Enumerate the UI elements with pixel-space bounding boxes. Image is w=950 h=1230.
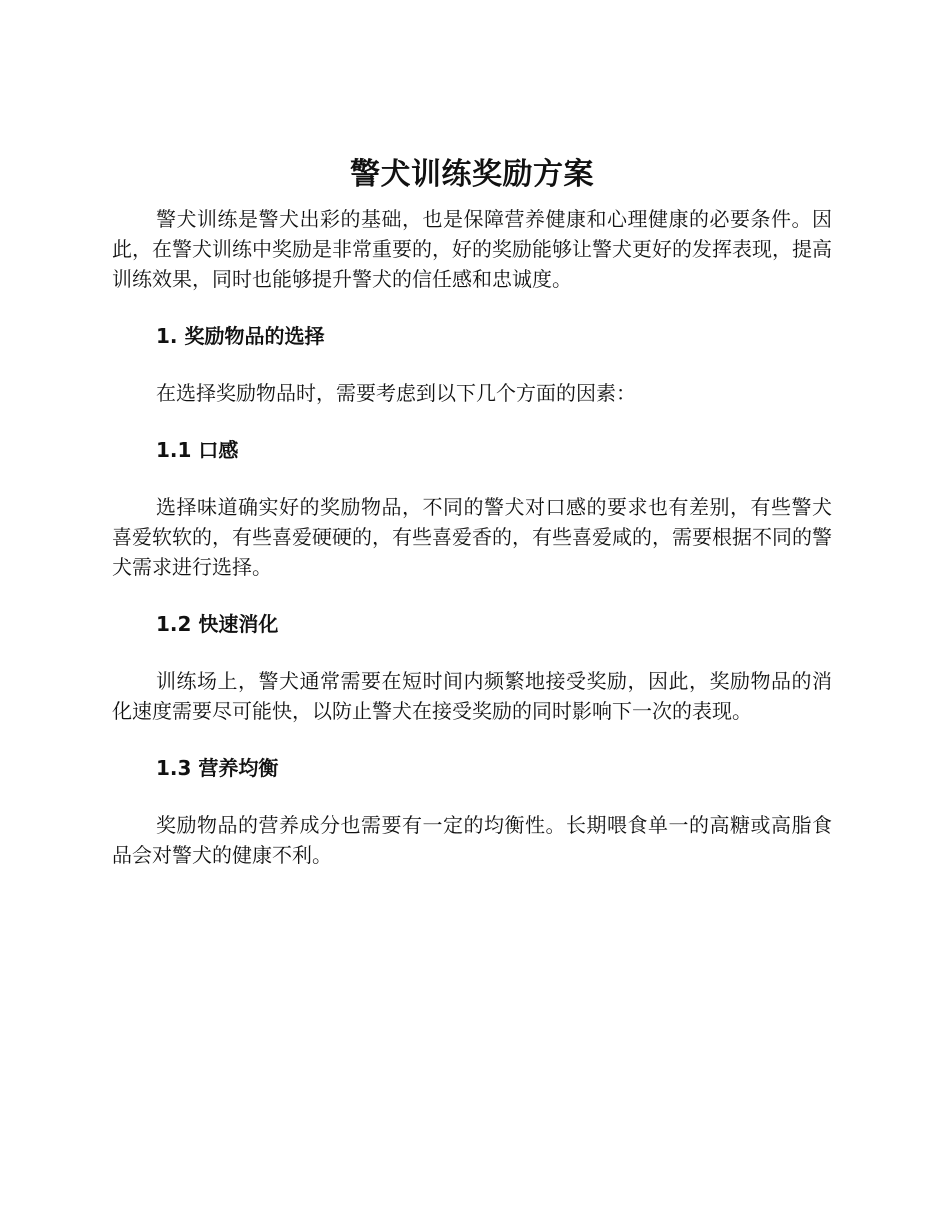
section-heading-1-2: 1.2 快速消化 bbox=[156, 612, 279, 636]
section-1-2-paragraph: 训练场上，警犬通常需要在短时间内频繁地接受奖励，因此，奖励物品的消化速度需要尽可能快，以防止警犬在接受奖励的同时影响下一次的表现。 bbox=[112, 669, 832, 723]
section-1-paragraph: 在选择奖励物品时，需要考虑到以下几个方面的因素： bbox=[156, 381, 636, 405]
section-heading-1-3: 1.3 营养均衡 bbox=[156, 756, 279, 780]
section-heading-1: 1. 奖励物品的选择 bbox=[156, 324, 325, 348]
intro-paragraph: 警犬训练是警犬出彩的基础，也是保障营养健康和心理健康的必要条件。因此，在警犬训练中奖励是非常重要的，好的奖励能够让警犬更好的发挥表现，提高训练效果，同时也能够提升警犬的信任感和忠诚度。 bbox=[112, 207, 832, 291]
section-heading-1-1: 1.1 口感 bbox=[156, 438, 239, 462]
document-title: 警犬训练奖励方案 bbox=[350, 157, 594, 192]
section-1-1-paragraph: 选择味道确实好的奖励物品，不同的警犬对口感的要求也有差别，有些警犬喜爱软软的，有些喜爱硬硬的，有些喜爱香的，有些喜爱咸的，需要根据不同的警犬需求进行选择。 bbox=[112, 495, 832, 579]
document-page bbox=[112, 148, 832, 870]
section-1-3-paragraph: 奖励物品的营养成分也需要有一定的均衡性。长期喂食单一的高糖或高脂食品会对警犬的健康不利。 bbox=[112, 813, 832, 867]
